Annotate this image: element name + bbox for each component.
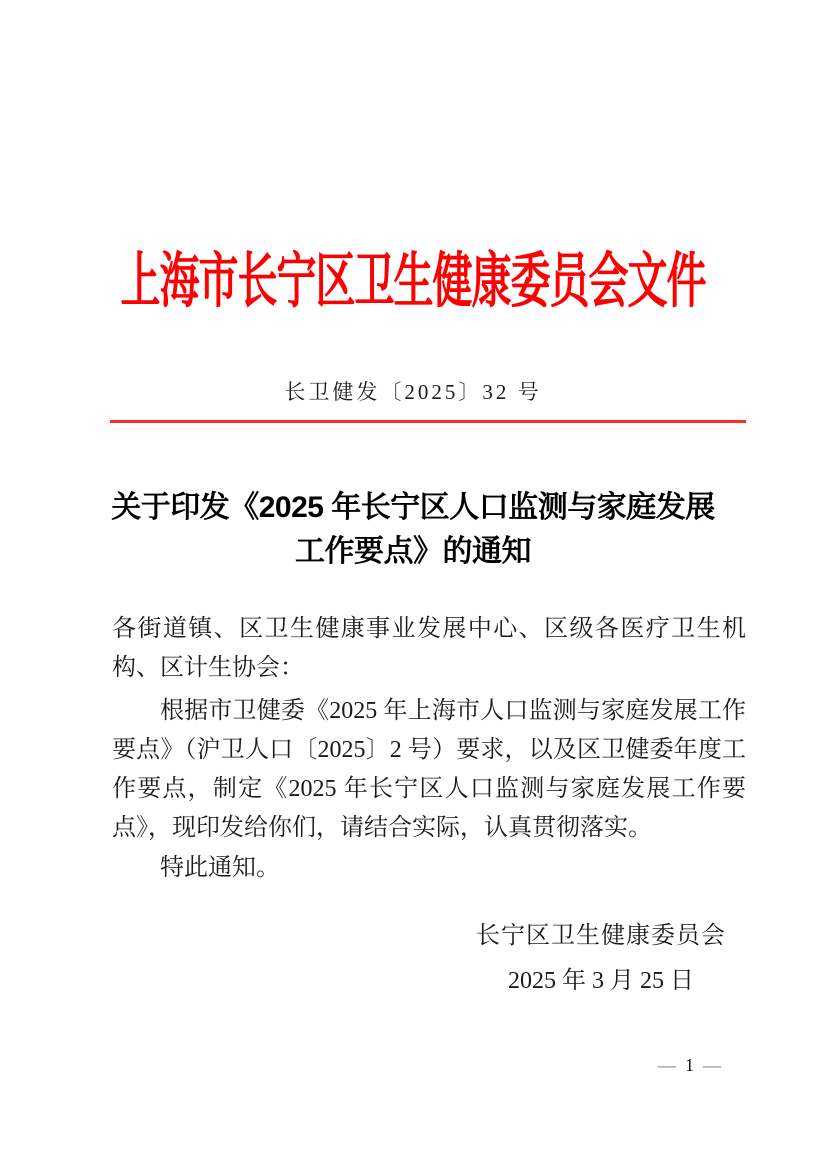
agency-header-title-text: 上海市长宁区卫生健康委员会文件 [120, 247, 706, 315]
signature-block [476, 920, 726, 997]
document-number: 长卫健发〔2025〕32 号 [284, 380, 542, 404]
page-number-dash-right: — [703, 1055, 721, 1075]
body-paragraph: 根据市卫健委《2025 年上海市人口监测与家庭发展工作要点》（沪卫人口〔2025〕2 号）要求，以及区卫健委年度工作要点，制定《2025 年长宁区人口监测与家庭发展工作要点》，现印发给你们，请结合实际，认真贯彻落实。 [112, 698, 746, 841]
page-number-indicator [651, 1054, 728, 1076]
signature-date: 2025 年 3 月 25 日 [508, 968, 694, 994]
document-title-line1: 关于印发《2025 年长宁区人口监测与家庭发展 [111, 491, 715, 524]
salutation-line: 各街道镇、区卫生健康事业发展中心、区级各医疗卫生机构、区计生协会： [112, 616, 746, 681]
page-number-dash-left: — [658, 1055, 676, 1075]
document-title [0, 486, 826, 574]
signature-issuer: 长宁区卫生健康委员会 [476, 923, 726, 949]
page-number-value: 1 [685, 1055, 694, 1075]
agency-header-title [0, 247, 826, 315]
closing-line: 特此通知。 [160, 855, 280, 881]
document-title-line2: 工作要点》的通知 [295, 535, 531, 568]
red-separator-line [110, 420, 746, 423]
